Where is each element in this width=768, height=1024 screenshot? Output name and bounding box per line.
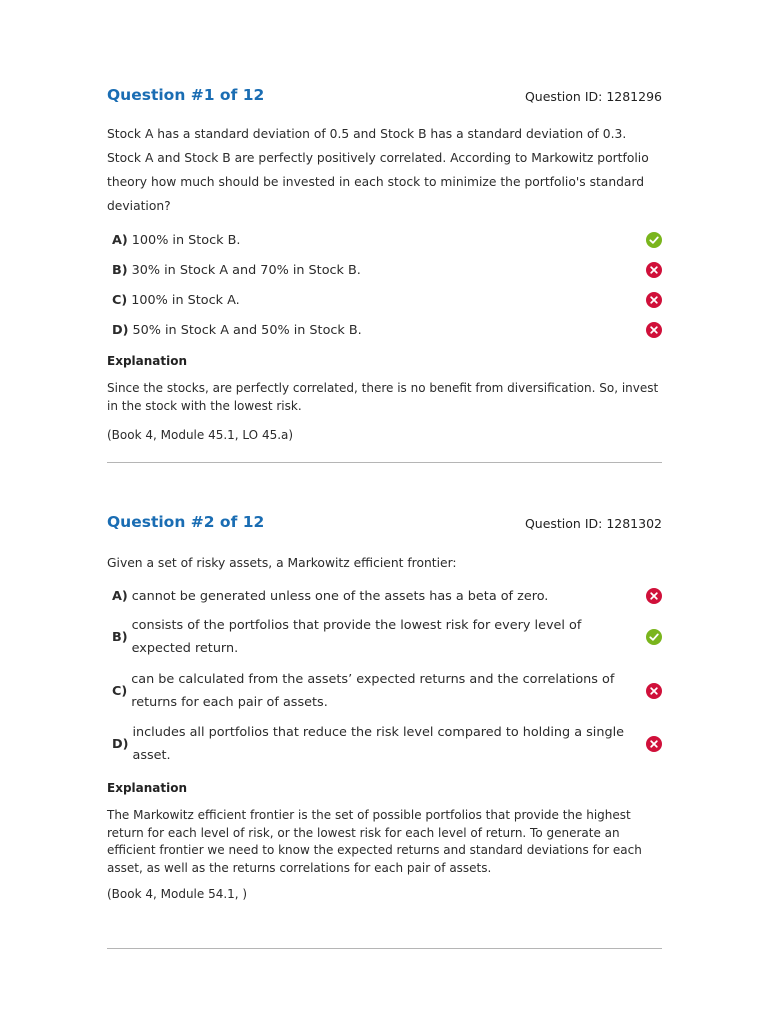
choice-d	[107, 315, 662, 345]
choice-letter: B)	[112, 629, 128, 645]
choice-text: 100% in Stock A.	[131, 292, 240, 308]
incorrect-x-icon	[646, 322, 662, 338]
choice-letter: B)	[112, 262, 128, 278]
question-2	[107, 513, 662, 901]
choice-c	[107, 285, 662, 315]
choice-text: can be calculated from the assets’ expected returns and the correlations of returns for each pair of assets.	[131, 672, 615, 710]
question-title: Question #2 of 12	[107, 513, 265, 531]
explanation-text: Since the stocks, are perfectly correlated, there is no benefit from diversification. So, invest in the stock with the lowest risk.	[107, 381, 659, 413]
incorrect-x-icon	[646, 736, 662, 752]
section-divider	[107, 462, 662, 463]
incorrect-x-icon	[646, 683, 662, 699]
question-header	[107, 513, 662, 543]
explanation-heading: Explanation	[107, 781, 188, 795]
explanation-text: The Markowitz efficient frontier is the set of possible portfolios that provide the highest return for each level of risk, or the lowest risk for each level of return. To generate an efficient frontier we need to know the expected returns and standard deviations for each asset, as well as the returns correlations for each pair of assets.	[107, 808, 642, 875]
answer-choices	[107, 583, 662, 771]
choice-letter: C)	[112, 292, 128, 308]
correct-check-icon	[646, 232, 662, 248]
choice-letter: D)	[112, 736, 129, 752]
correct-check-icon	[646, 629, 662, 645]
question-title: Question #1 of 12	[107, 86, 265, 104]
reference-text: (Book 4, Module 45.1, LO 45.a)	[107, 428, 294, 442]
question-id: Question ID: 1281296	[524, 89, 662, 104]
choice-letter: A)	[112, 588, 128, 604]
explanation-heading: Explanation	[107, 354, 188, 368]
choice-letter: D)	[112, 322, 129, 338]
question-id: Question ID: 1281302	[524, 516, 662, 531]
section-divider	[107, 948, 662, 949]
choice-text: 100% in Stock B.	[131, 232, 241, 248]
choice-a	[107, 225, 662, 255]
choice-letter: C)	[112, 683, 128, 699]
question-1	[107, 86, 662, 442]
choice-text: 50% in Stock A and 50% in Stock B.	[132, 322, 362, 338]
answer-choices	[107, 225, 662, 345]
reference-text: (Book 4, Module 54.1, )	[107, 887, 248, 901]
incorrect-x-icon	[646, 588, 662, 604]
question-header	[107, 86, 662, 116]
choice-letter: A)	[112, 232, 128, 248]
choice-b	[107, 609, 662, 665]
incorrect-x-icon	[646, 262, 662, 278]
choice-d	[107, 717, 662, 771]
incorrect-x-icon	[646, 292, 662, 308]
choice-text: includes all portfolios that reduce the risk level compared to holding a single asset.	[132, 725, 625, 763]
choice-c	[107, 665, 662, 717]
question-text: Given a set of risky assets, a Markowitz efficient frontier:	[107, 556, 457, 570]
choice-b	[107, 255, 662, 285]
choice-text: consists of the portfolios that provide the lowest risk for every level of expected return.	[131, 618, 582, 656]
choice-a	[107, 583, 662, 609]
question-text: Stock A has a standard deviation of 0.5 and Stock B has a standard deviation of 0.3. Stock A and Stock B are perfectly positively correlated. According to Markowitz portfolio theory how much should be invested in each stock to minimize the portfolio's standard deviation?	[107, 127, 649, 213]
choice-text: cannot be generated unless one of the assets has a beta of zero.	[131, 588, 549, 604]
choice-text: 30% in Stock A and 70% in Stock B.	[131, 262, 361, 278]
